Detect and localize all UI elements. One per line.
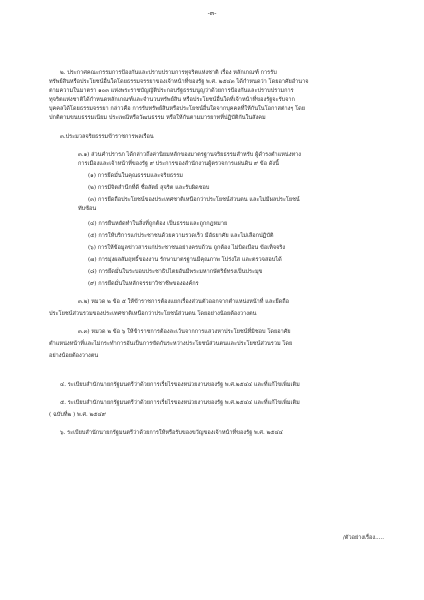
text-line: ตำแหน่งหน้าที่และไม่กระทำการอันเป็นการขัดกันระหว่างประโยชน์ส่วนตนและประโยชน์ส่วนรวม โดย [49, 341, 293, 347]
text-line: (๑) การยึดมั่นในคุณธรรมและจริยธรรม [88, 173, 183, 179]
text-line: การเมืองและเจ้าหน้าที่ของรัฐ ๙ ประการของสำนักงานผู้ตรวจการแผ่นดิน ๙ ข้อ ดังนี้ [78, 161, 279, 167]
text-line: ๔. ระเบียบสำนักนายกรัฐมนตรีว่าด้วยการเรี่ยไรของหน่วยงานของรัฐ พ.ศ.๒๕๔๔ และที่แก้ไขเพิ่มเติม [60, 382, 300, 388]
text-line: ๕. ระเบียบสำนักนายกรัฐมนตรีว่าด้วยการเรี่ยไรของหน่วยงานของรัฐ พ.ศ.๒๕๔๔ และที่แก้ไขเพิ่มเติม [60, 400, 300, 406]
text-line: ๓.๓) หมวด ๒ ข้อ ๖ ให้ข้าราชการต้องละเว้นจากการแสวงหาประโยชน์ที่มิชอบ โดยอาศัย [78, 329, 291, 335]
page-number: -๓- [207, 9, 217, 17]
text-line: (๙) การยึดมั่นในหลักจรรยาวิชาชีพขององค์กร [88, 281, 199, 287]
text-line: ๓.ประมวลจริยธรรมข้าราชการพลเรือน [60, 134, 154, 140]
text-line: (๗) การมุ่งผลสัมฤทธิ์ของงาน รักษามาตรฐานมีคุณภาพ โปร่งใส และตรวจสอบได้ [88, 257, 282, 263]
text-line: (๖) การให้ข้อมูลข่าวสารแก่ประชาชนอย่างครบถ้วน ถูกต้อง ไม่บิดเบือน ข้อเท็จจริง [88, 245, 286, 251]
continuation-note: /ตัวอย่างเรื่อง..... [342, 535, 384, 541]
text-line: บุคคลได้โดยธรรมจรรยา กล่าวคือ การรับทรัพย์สินหรือประโยชน์อื่นใดจากบุคคลที่ให้กันในโอกาสต่างๆ โดย [49, 106, 306, 112]
text-line: (๔) การยืนหยัดทำในสิ่งที่ถูกต้อง เป็นธรรมและถูกกฎหมาย [88, 221, 228, 227]
text-line: ทุจริตแห่งชาติได้กำหนดหลักเกณฑ์และจำนวนทรัพย์สิน หรือประโยชน์อื่นใดที่เจ้าหน้าที่ของรัฐจะรับจาก [49, 97, 295, 103]
text-line: ทรัพย์สินหรือประโยชน์อื่นใดโดยธรรมจรรยาของเจ้าหน้าที่ของรัฐ พ.ศ. ๒๕๔๓ ได้กำหนดว่า โดยอาศัยอำนาจ [49, 79, 309, 85]
text-line: ประโยชน์ส่วนรวมของประเทศชาติเหนือกว่าประโยชน์ส่วนตน โดยอย่างน้อยต้องวางตน [49, 311, 257, 317]
text-line: ๓.๑) ส่วนคำปรารภ ได้กล่าวถึงค่านิยมหลักของมาตรฐานจริยธรรมสำหรับ ผู้ดำรงตำแหน่งทาง [78, 152, 302, 158]
text-line: อย่างน้อยต้องวางตน [49, 353, 99, 359]
text-line: (๕) การให้บริการแก่ประชาชนด้วยความรวดเร็ว มีอัธยาศัย และไม่เลือกปฏิบัติ [88, 233, 274, 239]
text-line: ๖. ระเบียบสำนักนายกรัฐมนตรีว่าด้วยการให้หรือรับของขวัญของเจ้าหน้าที่ของรัฐ พ.ศ. ๒๕๔๔ [60, 430, 283, 436]
text-line: ๒. ประกาศคณะกรรมการป้องกันและปราบปรามการทุจริตแห่งชาติ เรื่อง หลักเกณฑ์ การรับ [60, 70, 277, 76]
text-line: (๘) การยึดมั่นในระบอบประชาธิปไตยอันมีพระมหากษัตริย์ทรงเป็นประมุข [88, 269, 263, 275]
text-line: ( ฉบับที่๒ ) พ.ศ. ๒๕๔๙ [49, 412, 106, 418]
text-line: ทับซ้อน [78, 206, 97, 212]
text-line: ปกติตามขนบธรรมเนียม ประเพณีหรือวัฒนธรรม หรือให้กันตามมารยาทที่ปฏิบัติกันในสังคม [49, 115, 266, 121]
text-line: ตามความในมาตรา ๑๐๓ แห่งพระราชบัญญัติประกอบรัฐธรรมนูญว่าด้วยการป้องกันและปราบปรามการ [49, 88, 294, 94]
text-line: (๓) การยึดถือประโยชน์ของประเทศชาติเหนือกว่าประโยชน์ส่วนตน และไม่มีผลประโยชน์ [88, 197, 300, 203]
text-line: (๒) การมีจิตสำนึกที่ดี ซื่อสัตย์ สุจริต และรับผิดชอบ [88, 185, 210, 191]
text-line: ๓.๒) หมวด ๒ ข้อ ๕ ให้ข้าราชการต้องแยกเรื่องส่วนตัวออกจากตำแหน่งหน้าที่ และยึดถือ [78, 299, 289, 305]
